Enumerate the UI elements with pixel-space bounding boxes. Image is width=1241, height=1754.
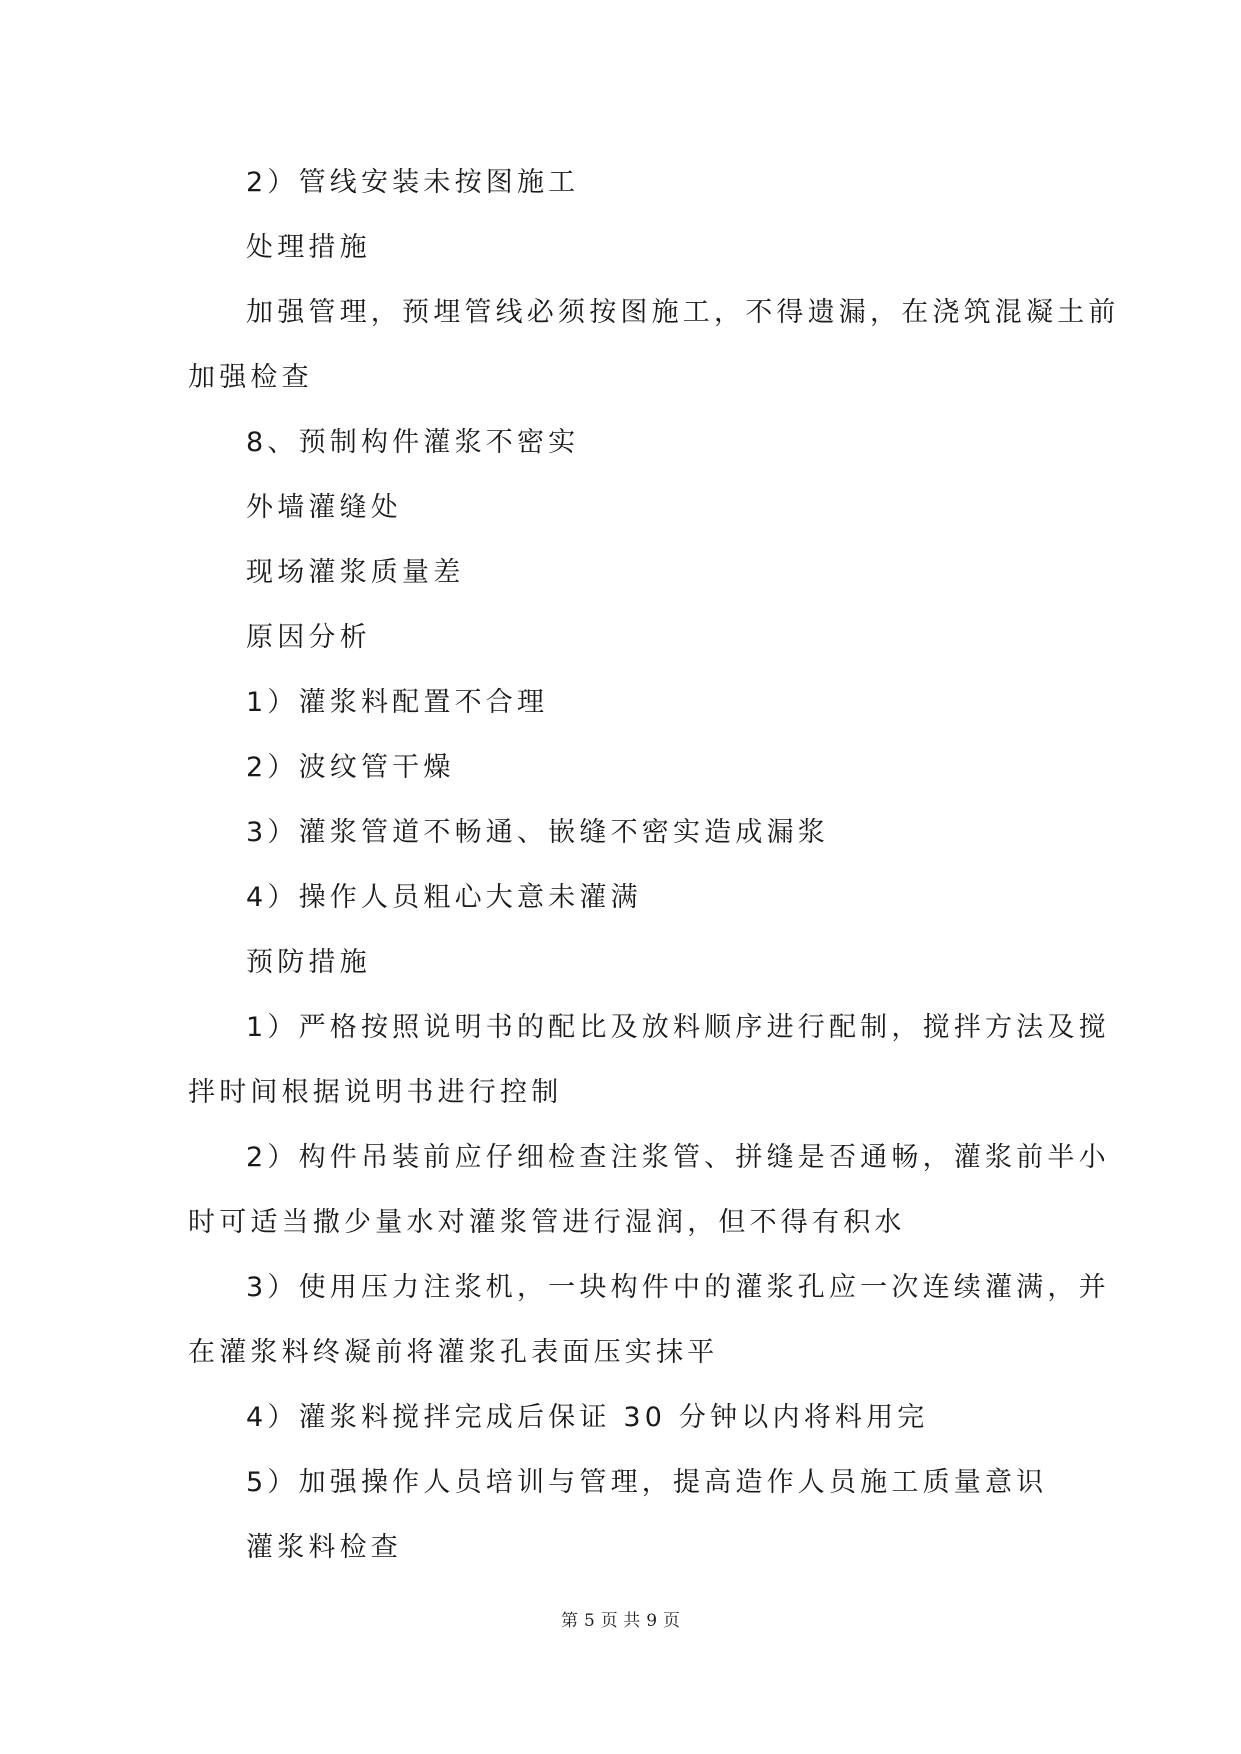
text-line: 1）灌浆料配置不合理 <box>246 687 549 718</box>
footer-page-number: 5 <box>583 1611 595 1631</box>
text-line: 现场灌浆质量差 <box>246 557 465 588</box>
text-line: 在灌浆料终凝前将灌浆孔表面压实抹平 <box>188 1337 719 1368</box>
text-line: 外墙灌缝处 <box>246 492 402 523</box>
text-line: 时可适当撒少量水对灌浆管进行湿润，但不得有积水 <box>188 1207 906 1238</box>
text-line: 2）管线安装未按图施工 <box>246 167 580 198</box>
footer-middle: 页 共 <box>600 1611 641 1631</box>
page-footer <box>0 1606 1241 1631</box>
text-line: 5）加强操作人员培训与管理，提高造作人员施工质量意识 <box>246 1467 1048 1498</box>
text-line: 4）操作人员粗心大意未灌满 <box>246 882 642 913</box>
footer-suffix: 页 <box>663 1611 681 1631</box>
text-line: 灌浆料检查 <box>246 1532 402 1563</box>
footer-total-pages: 9 <box>646 1611 658 1631</box>
text-line: 2）构件吊装前应仔细检查注浆管、拼缝是否通畅，灌浆前半小 <box>246 1142 1110 1173</box>
text-line: 预防措施 <box>246 947 371 978</box>
text-line: 加强检查 <box>188 362 313 393</box>
text-line: 处理措施 <box>246 232 371 263</box>
footer-prefix: 第 <box>560 1611 578 1631</box>
text-line: 加强管理，预埋管线必须按图施工，不得遗漏，在浇筑混凝土前 <box>246 297 1120 328</box>
text-line: 3）使用压力注浆机，一块构件中的灌浆孔应一次连续灌满，并 <box>246 1272 1110 1303</box>
text-line: 8、预制构件灌浆不密实 <box>246 427 580 458</box>
text-line: 3）灌浆管道不畅通、嵌缝不密实造成漏浆 <box>246 817 829 848</box>
text-line: 2）波纹管干燥 <box>246 752 455 783</box>
text-line: 4）灌浆料搅拌完成后保证 30 分钟以内将料用完 <box>246 1402 929 1433</box>
text-line: 1）严格按照说明书的配比及放料顺序进行配制，搅拌方法及搅 <box>246 1012 1110 1043</box>
text-line: 拌时间根据说明书进行控制 <box>188 1077 563 1108</box>
text-line: 原因分析 <box>246 622 371 653</box>
